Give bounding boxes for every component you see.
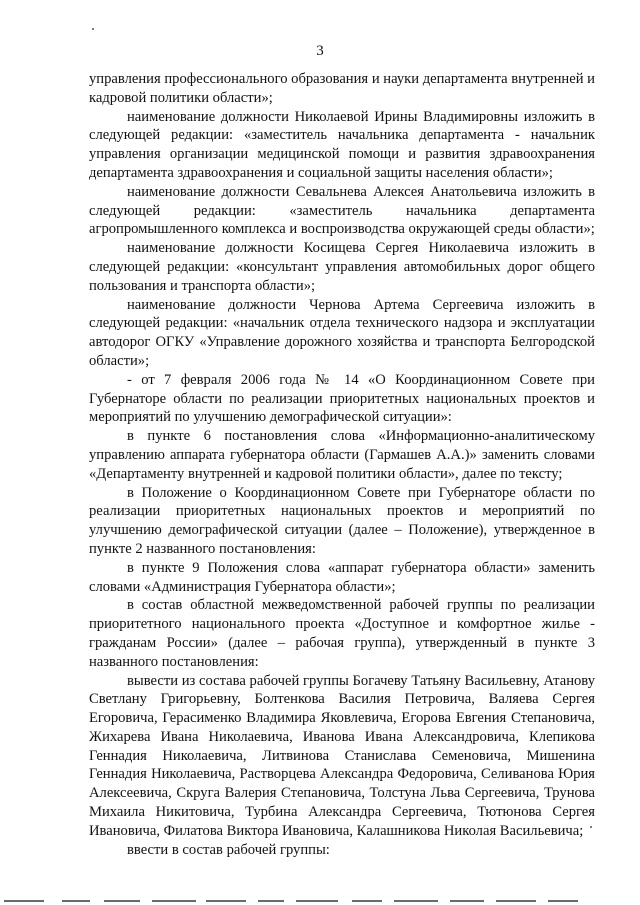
paragraph-kosishchev: наименование должности Косищева Сергея Николаевича изложить в следующей редакции: «консультант управления автомобильных дорог общего пользования и транспорта области»; — [89, 240, 595, 294]
paragraph-regulation: в Положение о Координационном Совете при Губернаторе области по реализации приоритетных национальных проектов и мероприятий по улучшению демографической ситуации (далее – Положение), утвержденное в пункте 2 названного постановления: — [89, 484, 595, 557]
paragraph-continuation: управления профессионального образования и науки департамента внутренней и кадровой политики области»; — [89, 71, 595, 106]
paragraph-item-6: в пункте 6 постановления слова «Информационно-аналитическому управлению аппарата губернатора области (Гармашев А.А.)» заменить словами «Департаменту внутренней и кадровой политики области», далее по тексту; — [89, 428, 595, 482]
paragraph-remove-members: вывести из состава рабочей группы Богачеву Татьяну Васильевну, Атанову Светлану Григорьевну, Болтенкова Василия Петровича, Валяева Сергея Егоровича, Герасименко Владимира Яковлевича, Егорова Евгения Степановича, Жихарева Ивана Николаевича, Иванова Ивана Александровича, Клепикова Геннадия Николаевича, Литвинова Станислава Семеновича, Мишенина Геннадия Николаевича, Растворцева Александра Федоровича, Селиванова Юрия Алексеевича, Скруга Валерия Степановича, Толстуна Льва Сергеевича, Трунова Михаила Никитовича, Турбина Александра Сергеевича, Тютюнова Сергея Ивановича, Филатова Виктора Ивановича, Калашникова Николая Васильевича; — [89, 672, 595, 839]
paragraph-decree-14: - от 7 февраля 2006 года № 14 «О Координационном Совете при Губернаторе области по реализации приоритетных национальных проектов и мероприятий по улучшению демографической ситуации»: — [89, 371, 595, 426]
paragraph-sevalnev: наименование должности Севальнева Алексея Анатольевича изложить в следующей редакции: «заместитель начальника департамента агропромышленного комплекса и воспроизводства окружающей среды области»; — [89, 183, 595, 238]
paragraph-working-group: в состав областной межведомственной рабочей группы по реализации приоритетного национального проекта «Доступное и комфортное жилье - гражданам России» (далее – рабочая группа), утвержденный в пункте 3 названного постановления: — [89, 597, 595, 670]
paragraph-item-9: в пункте 9 Положения слова «аппарат губернатора области» заменить словами «Администрация Губернатора области»; — [89, 559, 595, 595]
scan-edge-artifact — [0, 898, 640, 905]
paragraph-add-members: ввести в состав рабочей группы: — [127, 841, 330, 858]
paragraph-chernov: наименование должности Чернова Артема Сергеевича изложить в следующей редакции: «начальник отдела технического надзора и эксплуатации автодорог ОГКУ «Управление дорожного хозяйства и транспорта Белгородской области»; — [89, 296, 595, 369]
scan-speck — [590, 826, 592, 828]
scan-speck — [92, 28, 94, 30]
document-body — [89, 70, 595, 859]
paragraph-nikolaeva: наименование должности Николаевой Ирины Владимировны изложить в следующей редакции: «заместитель начальника департамента - начальник управления организации медицинской помощи и развития здравоохранения департамента здравоохранения и социальной защиты населения области»; — [89, 108, 595, 181]
page-number: 3 — [316, 43, 324, 59]
